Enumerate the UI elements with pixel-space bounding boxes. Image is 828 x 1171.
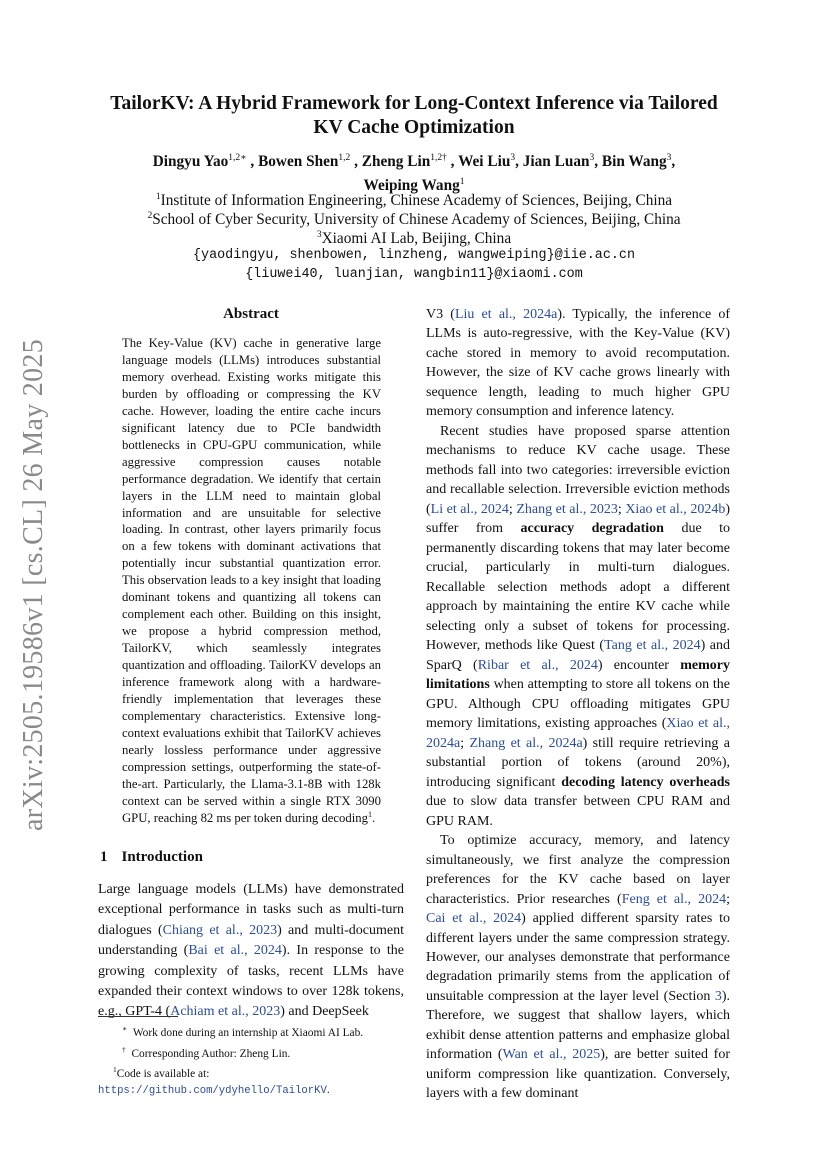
footnote-separator: [98, 1016, 178, 1017]
email-line-1: {yaodingyu, shenbowen, linzheng, wangweiping}@iie.ac.cn: [193, 248, 635, 263]
paper-title-line-1: TailorKV: A Hybrid Framework for Long-Context Inference via Tailored: [110, 93, 718, 114]
author-line-1: Dingyu Yao$^{1,2∗}$ , Bowen Shen$^{1,2}$ , Zheng Lin$^{1,2\dagger}$ , Wei Liu$^3$, Jian Luan$^3$, Bin Wang$^3$,: [152, 153, 676, 171]
email-line-2: {liuwei40, luanjian, wangbin11}@xiaomi.com: [245, 267, 583, 282]
author-name: Wei Liu: [458, 153, 511, 171]
footnote-internship: ∗ Work done during an internship at Xiaomi AI Lab.: [122, 1024, 364, 1039]
affiliation-3: $^3$Xiaomi AI Lab, Beijing, China: [316, 230, 512, 248]
abstract-heading: Abstract: [223, 306, 279, 322]
footnote-corresponding-author: † Corresponding Author: Zheng Lin.: [122, 1044, 291, 1060]
paper-title-line-2: KV Cache Optimization: [313, 117, 515, 138]
introduction-right-column: [426, 305, 730, 1104]
abstract-body: The Key-Value (KV) cache in generative large language models (LLMs) introduces substantial memory overhead. Existing works mitigate this burden by offloading or compressing the KV cache. However, loading the entire cache incurs significant latency due to PCIe bandwidth bottlenecks in CPU-GPU communication, while aggressive compression causes notable performance degradation. We identify that certain layers in the LLM need to maintain global information and are unsuitable for selective loading. In contrast, other layers primarily focus on a few tokens with dominant activations that potentially incur substantial quantization error. This observation leads to a key insight that loading dominant tokens and quantizing all tokens can complement each other. Building on this insight, we propose a hybrid compression method, TailorKV, which seamlessly integrates quantization and offloading. TailorKV develops an inference framework along with a hardware-friendly implementation that leverages these complementary characteristics. Extensive long-context evaluations exhibit that TailorKV achieves nearly lossless performance under aggressive compression settings, outperforming the state-of-the-art. Particularly, the Llama-3.1-8B with 128k context can be served within a single RTX 3090 GPU, reaching 82 ms per token during decoding$^1$.: [122, 336, 381, 825]
citation-link[interactable]: Zhang et al., 2023: [516, 501, 618, 517]
author-name: Bin Wang: [601, 153, 667, 171]
arxiv-identifier-stamp: arXiv:2505.19586v1 [cs.CL] 26 May 2025: [18, 338, 49, 831]
citation-link[interactable]: Bai et al., 2024: [188, 943, 282, 959]
emphasis: accuracy degradation: [520, 521, 664, 537]
author-name: Weiping Wang: [363, 177, 460, 195]
citation-link[interactable]: Feng et al., 2024: [621, 891, 727, 907]
author-name: Dingyu Yao: [152, 153, 229, 171]
section-reference-link[interactable]: 3: [714, 988, 722, 1004]
citation-link[interactable]: Cai et al., 2024: [426, 911, 522, 927]
paper-title: [70, 92, 758, 140]
citation-link[interactable]: Chiang et al., 2023: [162, 922, 278, 938]
citation-link[interactable]: Wan et al., 2025: [502, 1047, 601, 1063]
emphasis: decoding latency overheads: [561, 774, 730, 790]
citation-link[interactable]: Xiao et al., 2024a: [426, 716, 730, 751]
citation-link[interactable]: Tang et al., 2024: [604, 638, 701, 654]
section-number: 1: [100, 849, 108, 865]
emphasis: memory limitations: [426, 657, 731, 693]
footnotes: [98, 1021, 408, 1100]
author-name: Zheng Lin: [361, 153, 431, 171]
code-repository-link[interactable]: https://github.com/ydyhello/TailorKV: [98, 1084, 327, 1097]
author-name: Bowen Shen: [258, 153, 339, 171]
introduction-left-column: Large language models (LLMs) have demonstrated exceptional performance in tasks such as multi-turn dialogues (Chiang et al., 2023) and multi-document understanding (Bai et al., 2024). In response to the growing complexity of tasks, recent LLMs have expanded their context windows to over 128k tokens, e.g., GPT-4 (Achiam et al., 2023) and DeepSeek: [98, 882, 404, 1020]
author-affiliation-mark: 3: [510, 153, 516, 163]
author-affiliation-mark: 3: [589, 153, 595, 163]
author-affiliation-mark: 1,2: [338, 153, 351, 163]
author-affiliation-mark: 3: [666, 153, 672, 163]
citation-link[interactable]: Xiao et al., 2024b: [625, 501, 726, 517]
citation-link[interactable]: Zhang et al., 2024a: [469, 735, 583, 751]
footnote-code-availability: $^1$Code is available at: https://github.com/ydyhello/TailorKV.: [98, 1065, 330, 1097]
code-footnote-mark[interactable]: 1: [367, 809, 372, 819]
author-affiliation-mark: 1: [459, 177, 465, 188]
section-title: Introduction: [121, 849, 203, 865]
section-heading-introduction: [100, 849, 203, 866]
citation-link[interactable]: Ribar et al., 2024: [477, 657, 598, 673]
author-name: Jian Luan: [522, 153, 590, 171]
affiliation-1: $^1$Institute of Information Engineering, Chinese Academy of Sciences, Beijing, China: [155, 192, 673, 210]
author-affiliation-mark: 1,2∗: [228, 153, 247, 163]
affiliation-2: $^2$School of Cyber Security, University of Chinese Academy of Sciences, Beijing, China: [147, 211, 681, 229]
citation-link[interactable]: Li et al., 2024: [430, 501, 509, 517]
citation-link[interactable]: Achiam et al., 2023: [170, 1004, 281, 1020]
citation-link[interactable]: Liu et al., 2024a: [454, 307, 558, 322]
author-affiliation-mark: 1,2†: [430, 153, 447, 163]
paragraph: V3 (Liu et al., 2024a). Typically, the inference of LLMs is auto-regressive, with the Key-Value (KV) cache stored in memory to avoid recomputation. However, the size of KV cache grows linearly with sequence length, leading to much higher GPU memory consumption and inference latency.: [426, 307, 730, 420]
paragraph: To optimize accuracy, memory, and latency simultaneously, we first analyze the compression preferences for the KV cache based on layer characteristics. Prior researches (Feng et al., 2024; Cai et al., 2024) applied different sparsity rates to different layers under the same compression strategy. However, our analyses demonstrate that performance degradation primarily stems from the application of unsuitable compression at the layer level (Section 3). Therefore, we suggest that shallow layers, which exhibit dense attention patterns and emphasize global information (Wan et al., 2025), are better suited for uniform compression like quantization. Conversely, layers with a few dominant: [426, 833, 731, 1102]
paragraph: Recent studies have proposed sparse attention mechanisms to reduce KV cache usage. These methods fall into two categories: irreversible eviction and recallable selection. Irreversible eviction methods (Li et al., 2024; Zhang et al., 2023; Xiao et al., 2024b) suffer from accuracy degradation due to permanently discarding tokens that may later become crucial, particularly in multi-turn dialogues. Recallable selection methods adopt a different approach by maintaining the entire KV cache while selecting only a subset of tokens for processing. However, methods like Quest (Tang et al., 2024) and SparQ (Ribar et al., 2024) encounter memory limitations when attempting to store all tokens on the GPU. Although CPU offloading mitigates GPU memory limitations, existing approaches (Xiao et al., 2024a; Zhang et al., 2024a) still require retrieving a substantial portion of tokens (around 20%), introducing significant decoding latency overheads due to slow data transfer between CPU RAM and GPU RAM.: [426, 423, 731, 829]
